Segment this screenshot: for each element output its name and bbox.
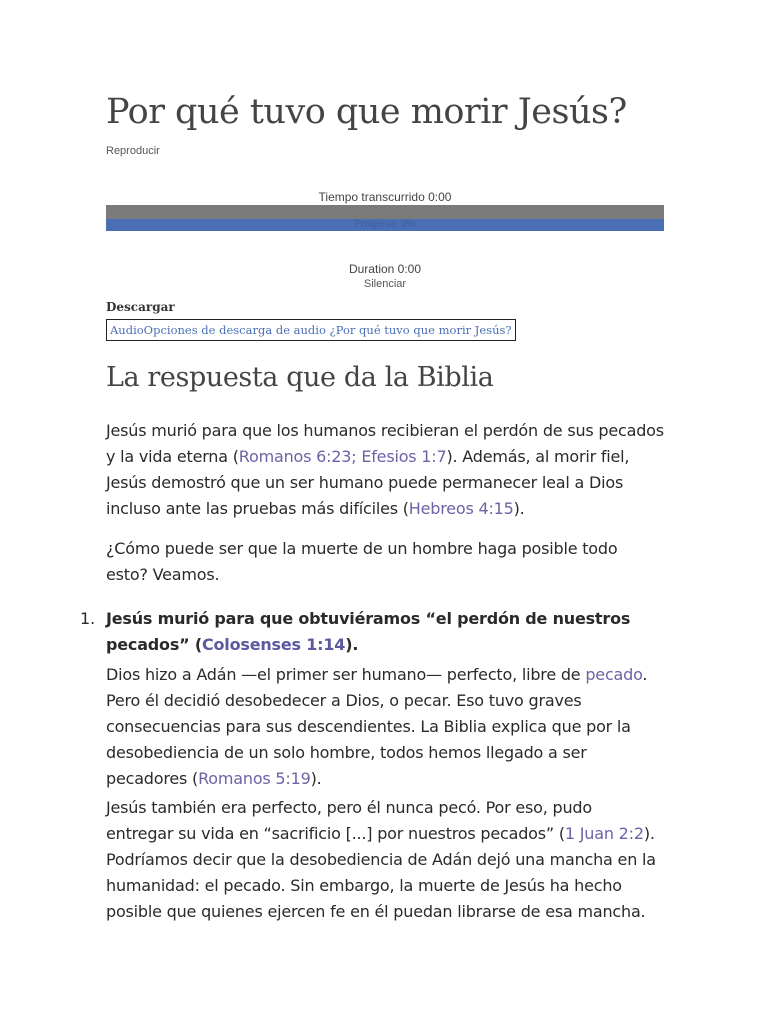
- text: Jesús murió para que obtuviéramos “el perdón de nuestros pecados” (: [106, 609, 631, 654]
- text: Dios hizo a Adán —el primer ser humano— perfecto, libre de: [106, 665, 586, 684]
- question-paragraph: ¿Cómo puede ser que la muerte de un hombre haga posible todo esto? Veamos.: [106, 539, 618, 584]
- list-item-paragraph: [106, 795, 664, 925]
- text: ).: [513, 499, 525, 518]
- text: ). Podríamos decir que la desobediencia de Adán dejó una mancha en la humanidad: el pecado. Sin embargo, la muerte de Jesús ha hecho posible que quienes ejercen fe en él puedan librarse de esa mancha.: [106, 824, 656, 921]
- elapsed-time: Tiempo transcurrido 0:00: [318, 190, 452, 204]
- page-title: Por qué tuvo que morir Jesús?: [106, 92, 627, 132]
- list-item-paragraph: [106, 662, 664, 792]
- list-item-heading: [106, 606, 664, 658]
- text: ).: [345, 635, 359, 654]
- play-button[interactable]: Reproducir: [106, 145, 160, 157]
- seek-bar[interactable]: [106, 205, 664, 219]
- text: . Pero él decidió desobedecer a Dios, o pecar. Eso tuvo graves consecuencias para sus descendientes. La Biblia explica que por la desobediencia de un solo hombre, todos hemos llegado a ser pecadores (: [106, 665, 648, 788]
- section-title: La respuesta que da la Biblia: [106, 362, 494, 393]
- text: Jesús también era perfecto, pero él nunca pecó. Por eso, pudo entregar su vida en “sacrificio [...] por nuestros pecados” (: [106, 798, 592, 843]
- intro-paragraph: [106, 418, 664, 522]
- download-options-select[interactable]: AudioOpciones de descarga de audio ¿Por qué tuvo que morir Jesús?: [106, 319, 516, 341]
- scripture-link-1-juan[interactable]: 1 Juan 2:2: [564, 824, 644, 843]
- scripture-link-hebreos[interactable]: Hebreos 4:15: [408, 499, 514, 518]
- scripture-link-romanos-efesios[interactable]: Romanos 6:23; Efesios 1:7: [238, 447, 447, 466]
- scripture-link-romanos-5-19[interactable]: Romanos 5:19: [198, 769, 311, 788]
- text: ).: [310, 769, 322, 788]
- text: ). Además, al morir fiel, Jesús demostró que un ser humano puede permanecer leal a Dios incluso ante las pruebas más difíciles (: [106, 447, 630, 518]
- text: Jesús murió para que los humanos recibieran el perdón de sus pecados y la vida eterna (: [106, 421, 664, 466]
- progress-label: Progreso: 0%: [354, 219, 416, 230]
- duration: Duration 0:00: [348, 262, 422, 276]
- pecado-link[interactable]: pecado: [585, 665, 643, 684]
- download-label: Descargar: [106, 300, 175, 314]
- scripture-link-colosenses[interactable]: Colosenses 1:14: [201, 635, 346, 654]
- progress-bar[interactable]: [106, 219, 664, 231]
- mute-button[interactable]: Silenciar: [363, 278, 407, 290]
- list-number: 1.: [80, 609, 96, 628]
